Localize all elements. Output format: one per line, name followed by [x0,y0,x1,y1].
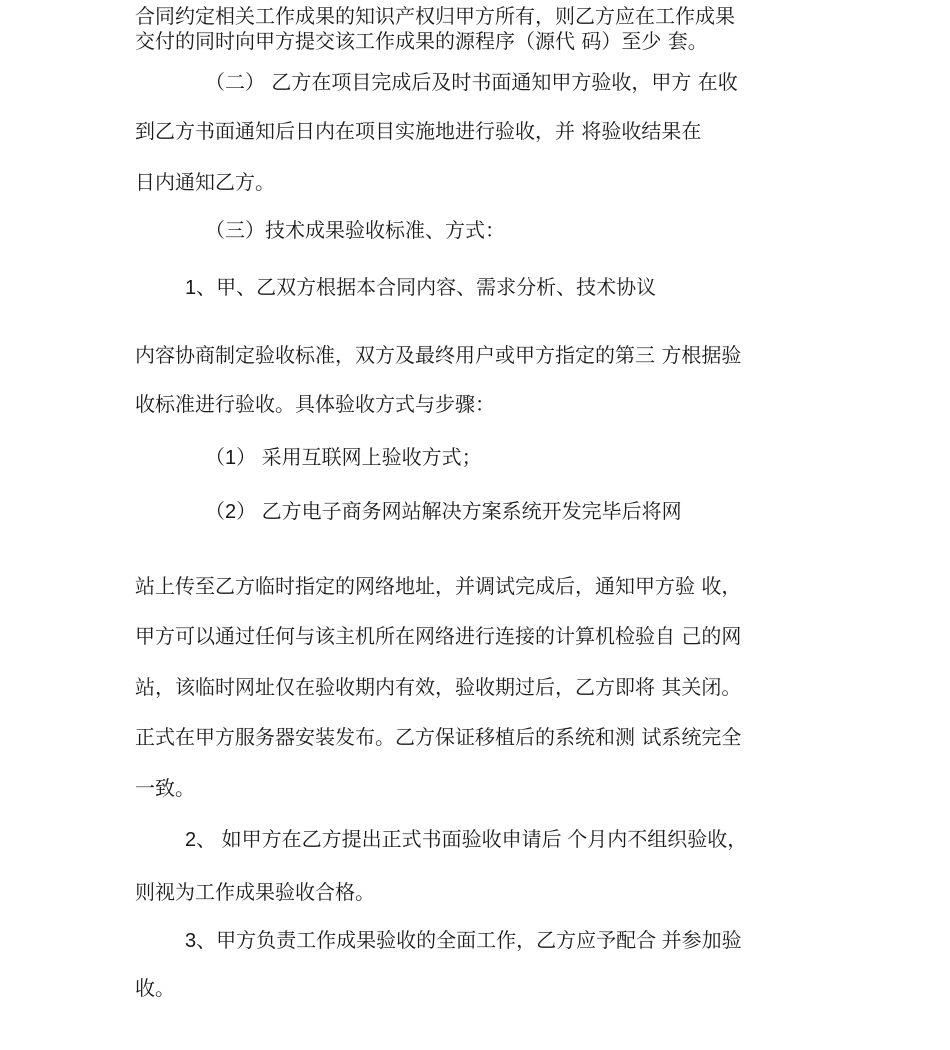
sub-item-1: （1） 采用互联网上验收方式； [205,447,482,469]
paragraph-line: 则视为工作成果验收合格。 [135,880,375,904]
paragraph-line: 日内通知乙方。 [135,170,275,194]
paragraph-line: 一致。 [135,776,195,800]
list-item-1: 1、甲、乙双方根据本合同内容、需求分析、技术协议 [185,277,657,299]
sub-item-2: （2） 乙方电子商务网站解决方案系统开发完毕后将网 [205,501,682,523]
paragraph-line: 交付的同时向甲方提交该工作成果的源程序（源代 码）至少 套。 [135,29,708,53]
paragraph-line: 甲方可以通过任何与该主机所在网络进行连接的计算机检验自 己的网 [135,624,742,648]
paragraph-line: 内容协商制定验收标准，双方及最终用户或甲方指定的第三 方根据验 [135,343,742,367]
list-item-2: 2、 如甲方在乙方提出正式书面验收申请后 个月内不组织验收， [185,829,748,851]
paragraph-line: 到乙方书面通知后日内在项目实施地进行验收，并 将验收结果在 [135,119,702,143]
paragraph-line: 正式在甲方服务器安装发布。乙方保证移植后的系统和测 试系统完全 [135,725,742,749]
paragraph-line: 站，该临时网址仅在验收期内有效，验收期过后，乙方即将 其关闭。 [135,675,742,699]
section-heading-3: （三）技术成果验收标准、方式： [205,218,505,242]
paragraph-line: 收标准进行验收。具体验收方式与步骤： [135,392,495,416]
section-heading-2: （二） 乙方在项目完成后及时书面通知甲方验收，甲方 在收 [205,70,738,94]
paragraph-line: 收。 [135,976,175,1000]
list-item-3: 3、甲方负责工作成果验收的全面工作，乙方应予配合 并参加验 [185,930,742,952]
paragraph-line: 站上传至乙方临时指定的网络地址，并调试完成后，通知甲方验 收， [135,574,742,598]
paragraph-line: 合同约定相关工作成果的知识产权归甲方所有，则乙方应在工作成果 [135,4,735,28]
